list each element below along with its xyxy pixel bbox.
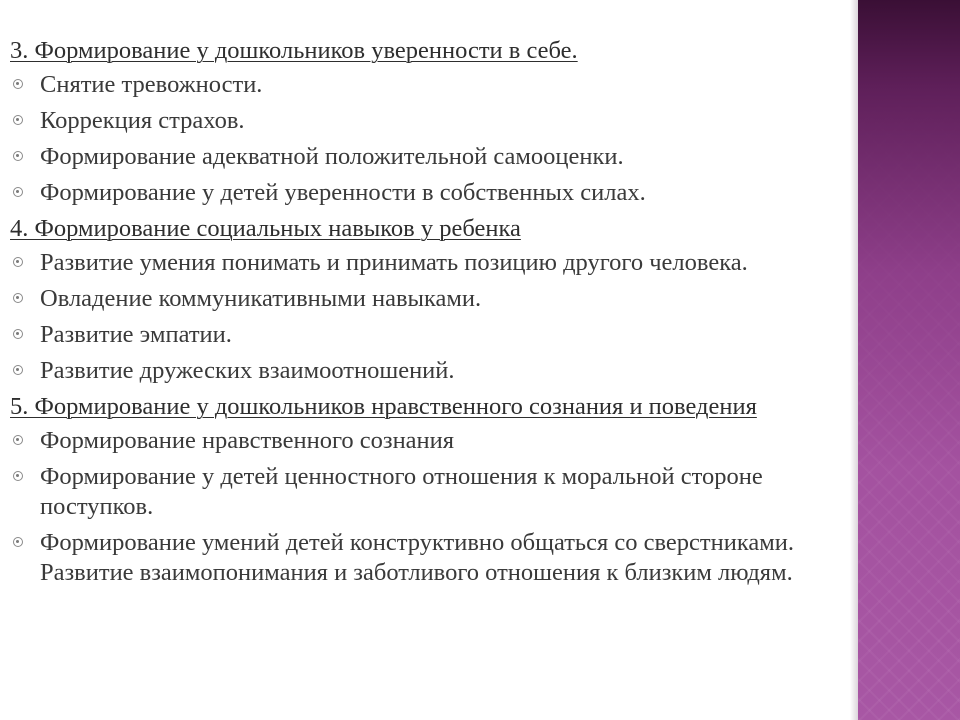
circle-dot-icon xyxy=(13,471,23,481)
circle-dot-icon xyxy=(13,365,23,375)
list-item-text: Формирование адекватной положительной самооценки. xyxy=(40,143,624,170)
circle-dot-icon xyxy=(13,329,23,339)
circle-dot-icon xyxy=(13,151,23,161)
list-item xyxy=(10,356,840,386)
circle-dot-icon xyxy=(13,79,23,89)
circle-dot-icon xyxy=(13,537,23,547)
list-item-text: Формирование нравственного сознания xyxy=(40,427,455,454)
circle-dot-icon xyxy=(13,435,23,445)
circle-dot-icon xyxy=(13,187,23,197)
list-item xyxy=(10,426,840,456)
section-heading: 5. Формирование у дошкольников нравственного сознания и поведения xyxy=(10,393,757,420)
section-heading: 3. Формирование у дошкольников уверенности в себе. xyxy=(10,37,578,64)
list-item xyxy=(10,178,840,208)
list-item-text: Развитие умения понимать и принимать позицию другого человека. xyxy=(40,249,748,276)
list-item-text: Овладение коммуникативными навыками. xyxy=(40,285,482,312)
list-item xyxy=(10,528,840,588)
list-item-text: Формирование у детей ценностного отношения к моральной стороне поступков. xyxy=(40,463,763,520)
side-band-shadow xyxy=(850,0,858,720)
bullet-list xyxy=(10,248,840,386)
section-social-skills xyxy=(10,214,840,386)
list-item-text: Коррекция страхов. xyxy=(40,107,245,134)
section-confidence xyxy=(10,36,840,208)
list-item-text: Снятие тревожности. xyxy=(40,71,263,98)
list-item xyxy=(10,284,840,314)
decorative-side-band xyxy=(858,0,960,720)
list-item-text: Развитие эмпатии. xyxy=(40,321,232,348)
circle-dot-icon xyxy=(13,115,23,125)
list-item xyxy=(10,70,840,100)
bullet-list xyxy=(10,70,840,208)
list-item-text: Формирование у детей уверенности в собственных силах. xyxy=(40,179,646,206)
circle-dot-icon xyxy=(13,257,23,267)
circle-dot-icon xyxy=(13,293,23,303)
list-item xyxy=(10,248,840,278)
list-item xyxy=(10,462,840,522)
list-item xyxy=(10,106,840,136)
list-item xyxy=(10,142,840,172)
list-item-text: Формирование умений детей конструктивно общаться со сверстниками. Развитие взаимопонимания и заботливого отношения к близким людям. xyxy=(40,529,794,586)
section-moral-consciousness xyxy=(10,392,840,588)
section-heading: 4. Формирование социальных навыков у ребенка xyxy=(10,215,521,242)
list-item-text: Развитие дружеских взаимоотношений. xyxy=(40,357,455,384)
list-item xyxy=(10,320,840,350)
bullet-list xyxy=(10,426,840,588)
slide-content xyxy=(10,36,840,594)
